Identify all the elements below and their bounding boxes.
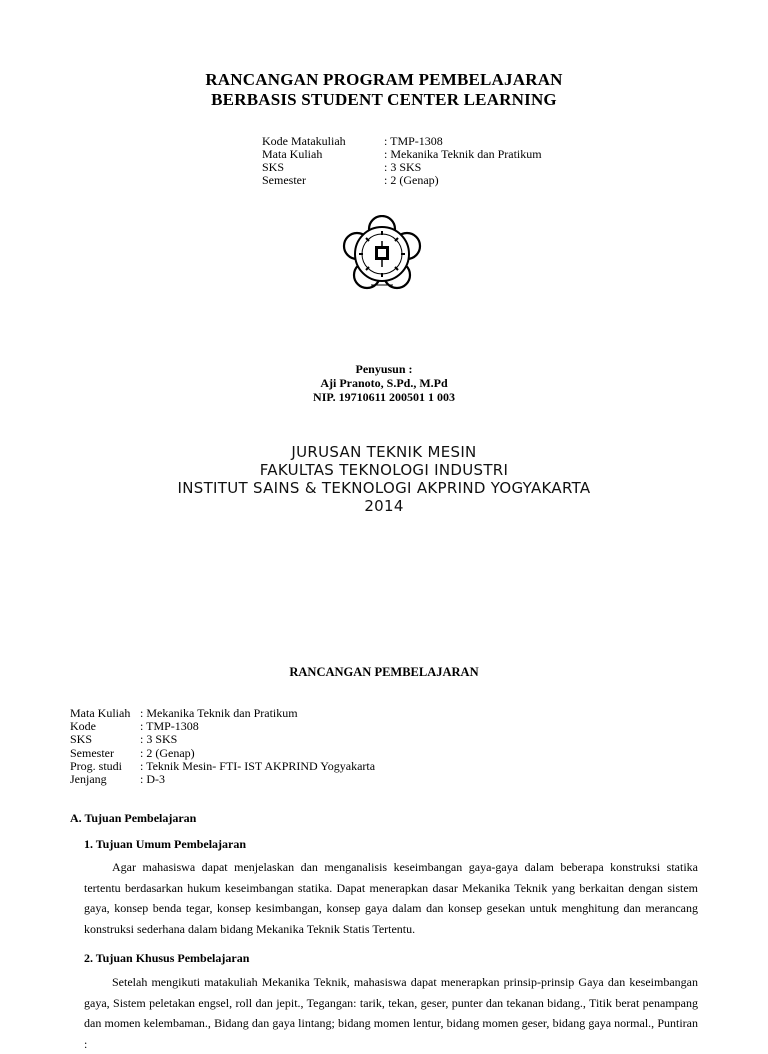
meta-value: : TMP-1308 [384,134,443,148]
info-row-semester [70,747,375,760]
paragraph-text: Agar mahasiswa dapat menjelaskan dan menganalisis keseimbangan gaya-gaya dalam beberapa konstruksi statika tertentu berdasarkan hukum keseimbangan statika. Dapat menerapkan dasar Mekanika Teknik yang berkaitan dengan sistem gaya, konsep benda tegar, konsep kesimbangan, konsep gaya dalam dan konsep gesekan untuk menghitung dan merancang konstruksi sederhana dalam bidang Mekanika Teknik Statis Tertentu. [84,860,698,936]
document-year: 2014 [364,497,404,515]
info-label: Semester [70,745,114,760]
info-label: Kode [70,719,96,734]
paragraph-tujuan-khusus [84,972,698,1054]
plan-info [70,707,375,786]
meta-label: SKS [262,160,285,174]
document-title-line-2: BERBASIS STUDENT CENTER LEARNING [211,90,557,109]
info-row-mata-kuliah [70,707,375,720]
course-meta [262,135,542,187]
subsection-2-heading: 2. Tujuan Khusus Pembelajaran [84,951,250,965]
document-title-line-1: RANCANGAN PROGRAM PEMBELAJARAN [205,70,563,89]
info-label: Mata Kuliah [70,706,131,720]
info-row-kode [70,720,375,733]
info-value: : 2 (Genap) [140,745,195,760]
university-seal-icon [339,215,425,293]
info-row-prog-studi [70,760,375,773]
info-value: : TMP-1308 [140,719,199,734]
info-label: Jenjang [70,772,107,787]
info-value: : 3 SKS [140,732,178,747]
department-name: JURUSAN TEKNIK MESIN [291,443,477,461]
faculty-name: FAKULTAS TEKNOLOGI INDUSTRI [259,461,509,479]
plan-heading: RANCANGAN PEMBELAJARAN [289,665,479,679]
info-label: SKS [70,732,93,747]
institute-name: INSTITUT SAINS & TEKNOLOGI AKPRIND YOGYAKARTA [177,479,591,497]
paragraph-tujuan-umum [84,857,698,939]
info-row-jenjang [70,773,375,786]
meta-label: Semester [262,173,306,187]
info-row-sks [70,733,375,746]
info-label: Prog. studi [70,758,123,773]
subsection-1-heading: 1. Tujuan Umum Pembelajaran [84,837,247,851]
meta-label: Kode Matakuliah [262,134,346,148]
author-name: Aji Pranoto, S.Pd., M.Pd [320,376,448,390]
author-nip: NIP. 19710611 200501 1 003 [313,390,455,404]
paragraph-text: Setelah mengikuti matakuliah Mekanika Teknik, mahasiswa dapat menerapkan prinsip-prinsip Gaya dan keseimbangan gaya, Sistem peletakan engsel, roll dan jepit., Tegangan: tarik, tekan, geser, punter dan tekanan bidang., Titik berat penampang dan momen kelembaman., Bidang dan gaya lintang; bidang momen lentur, bidang momen geser, bidang gaya normal., Puntiran : [84,975,698,1051]
meta-value: : Mekanika Teknik dan Pratikum [384,147,542,161]
penyusun-label: Penyusun : [355,362,413,376]
info-value: : Mekanika Teknik dan Pratikum [140,706,298,720]
meta-value: : 2 (Genap) [384,173,439,187]
meta-label: Mata Kuliah [262,147,323,161]
meta-row-semester [262,174,542,187]
info-value: : D-3 [140,772,165,787]
section-a-heading: A. Tujuan Pembelajaran [70,811,197,825]
info-value: : Teknik Mesin- FTI- IST AKPRIND Yogyakarta [140,758,376,773]
meta-value: : 3 SKS [384,160,422,174]
